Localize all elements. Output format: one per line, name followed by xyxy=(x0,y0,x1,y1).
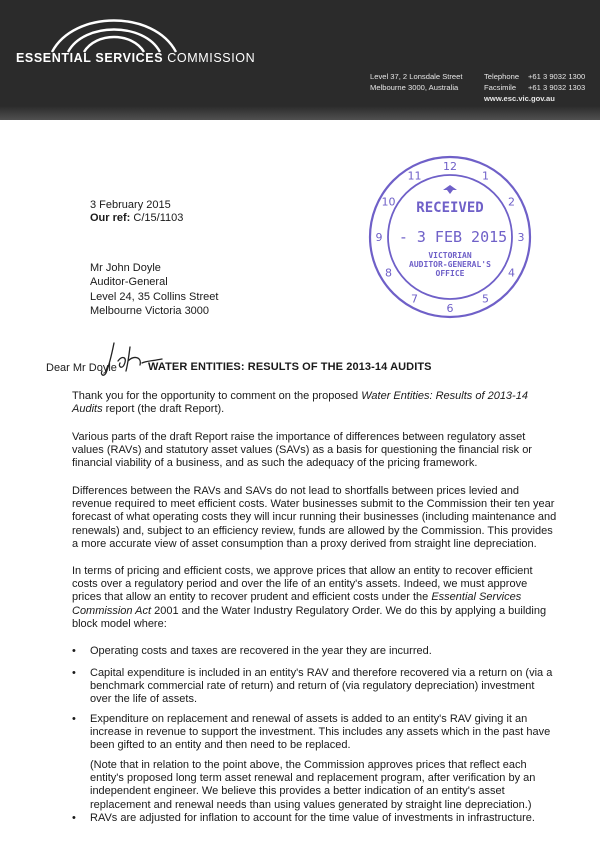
paragraph-1-text-end: report (the draft Report). xyxy=(102,403,225,416)
stamp-dial-number: 3 xyxy=(517,231,525,244)
stamp-dial-number: 2 xyxy=(508,195,515,209)
paragraph-4-text-end: 2001 and the Water Industry Regulatory Order. We do this by applying a building block model where: xyxy=(72,604,547,630)
bullet-icon: • xyxy=(72,667,76,679)
letter-date: 3 February 2015 xyxy=(90,199,171,211)
facsimile-number: +61 3 9032 1303 xyxy=(528,83,586,92)
stamp-org-line-2: AUDITOR-GENERAL'S xyxy=(409,260,491,269)
paragraph-4-text: In terms of pricing and efficient costs, we approve prices that allow an entity to recover efficient costs over a regulatory period and over the life of an entity's assets. Indeed, we must approve prices that allow an entity to recover prudent and efficient costs under the xyxy=(72,565,533,604)
stamp-dial-number: 5 xyxy=(482,292,489,306)
recipient-line: Auditor-General xyxy=(90,276,168,289)
paragraph-1-text: Thank you for the opportunity to comment on the proposed xyxy=(72,390,362,402)
stamp-dial-number: 7 xyxy=(411,292,418,306)
our-reference-value: C/15/1103 xyxy=(133,212,184,224)
stamp-dial-number: 1 xyxy=(482,169,489,183)
bullet-icon: • xyxy=(72,713,76,725)
address-line-1: Level 37, 2 Lonsdale Street xyxy=(370,72,463,81)
recipient-line: Level 24, 35 Collins Street xyxy=(90,290,219,303)
recipient-address xyxy=(90,261,218,318)
paragraph-3: Differences between the RAVs and SAVs do not lead to shortfalls between prices levied and revenue required to meet efficient costs. Water businesses submit to the Commission their ten year forecast of what operating costs they will incur running their businesses (including maintenance and renewals) and, subject to an efficiency review, funds are allowed by the Commission. This provides a more accurate view of asset consumption than a proxy derived from straight line depreciation. xyxy=(72,485,557,550)
organisation-contact xyxy=(484,71,585,104)
telephone-label: Telephone xyxy=(484,72,520,81)
letter-subject: WATER ENTITIES: RESULTS OF THE 2013-14 AUDITS xyxy=(148,361,432,373)
paragraph-4 xyxy=(72,565,558,631)
handwritten-signature-icon xyxy=(96,339,166,379)
list-item-text: Expenditure on replacement and renewal of assets is added to an entity's RAV giving it an increase in revenue to support the investment. This includes any assets which in the past have been gifted to an entity and then need to be replaced. xyxy=(90,713,551,752)
stamp-dial-number: 10 xyxy=(381,195,396,209)
telephone-number: +61 3 9032 1300 xyxy=(528,72,586,81)
stamp-dial-number: 8 xyxy=(385,266,392,280)
report-title: Water Entities: Results of 2013-14 Audits xyxy=(72,390,528,416)
stamp-dial-number: 12 xyxy=(443,160,457,173)
stamp-date: - 3 FEB 2015 xyxy=(398,228,508,246)
facsimile-label: Facsimile xyxy=(484,83,517,92)
list-item-text: Operating costs and taxes are recovered in the year they are incurred. xyxy=(90,645,432,657)
list-item-text: Capital expenditure is included in an entity's RAV and therefore recovered via a return on (via a benchmark commercial rate of return) and return of (via regulatory depreciation) investment over the life of assets. xyxy=(90,667,553,706)
letterhead xyxy=(0,0,600,120)
act-title: Essential Services Commission Act xyxy=(72,591,522,617)
list-item-text: RAVs are adjusted for inflation to account for the time value of investments in infrastructure. xyxy=(90,812,535,824)
recipient-line: Melbourne Victoria 3000 xyxy=(90,304,210,317)
paragraph-2: Various parts of the draft Report raise the importance of differences between regulatory asset values (RAVs) and statutory asset values (SAVs) as a basis for questioning the financial risk or financial viability of a business, and as such the adequacy of the pricing framework. xyxy=(72,431,532,470)
stamp-dial-number: 11 xyxy=(407,169,422,183)
stamp-dial-number: 6 xyxy=(446,302,454,315)
stamp-dial-number: 9 xyxy=(375,231,383,244)
paragraph-1 xyxy=(72,390,558,416)
stamp-dial-number: 4 xyxy=(508,266,515,280)
organisation-address xyxy=(370,71,462,93)
website: www.esc.vic.gov.au xyxy=(484,94,555,103)
stamp-org-line-1: VICTORIAN xyxy=(428,251,472,260)
organisation-name xyxy=(16,51,255,65)
bullet-icon: • xyxy=(72,812,76,824)
organisation-name-rest: COMMISSION xyxy=(167,51,256,65)
received-stamp xyxy=(365,152,535,322)
our-reference xyxy=(90,211,183,225)
our-reference-label: Our ref: xyxy=(90,212,131,224)
address-line-2: Melbourne 3000, Australia xyxy=(370,83,459,92)
salutation: Dear Mr Doyle xyxy=(46,362,117,374)
bullet-note: (Note that in relation to the point above, the Commission approves prices that reflect each entity's proposed long term asset renewal and replacement program, after verification by an independent engineer. We believe this provides a better indication of an entity's asset replacement and renewal needs than using values generated by straight line depreciation.) xyxy=(90,759,536,811)
stamp-title: RECEIVED xyxy=(416,200,484,216)
stamp-org-line-3: OFFICE xyxy=(435,269,465,278)
organisation-name-bold: ESSENTIAL SERVICES xyxy=(16,51,164,65)
commission-logo-icon xyxy=(44,16,184,56)
stamp-crest-icon xyxy=(443,185,457,194)
bullet-icon: • xyxy=(72,645,76,657)
recipient-line: Mr John Doyle xyxy=(90,262,161,274)
